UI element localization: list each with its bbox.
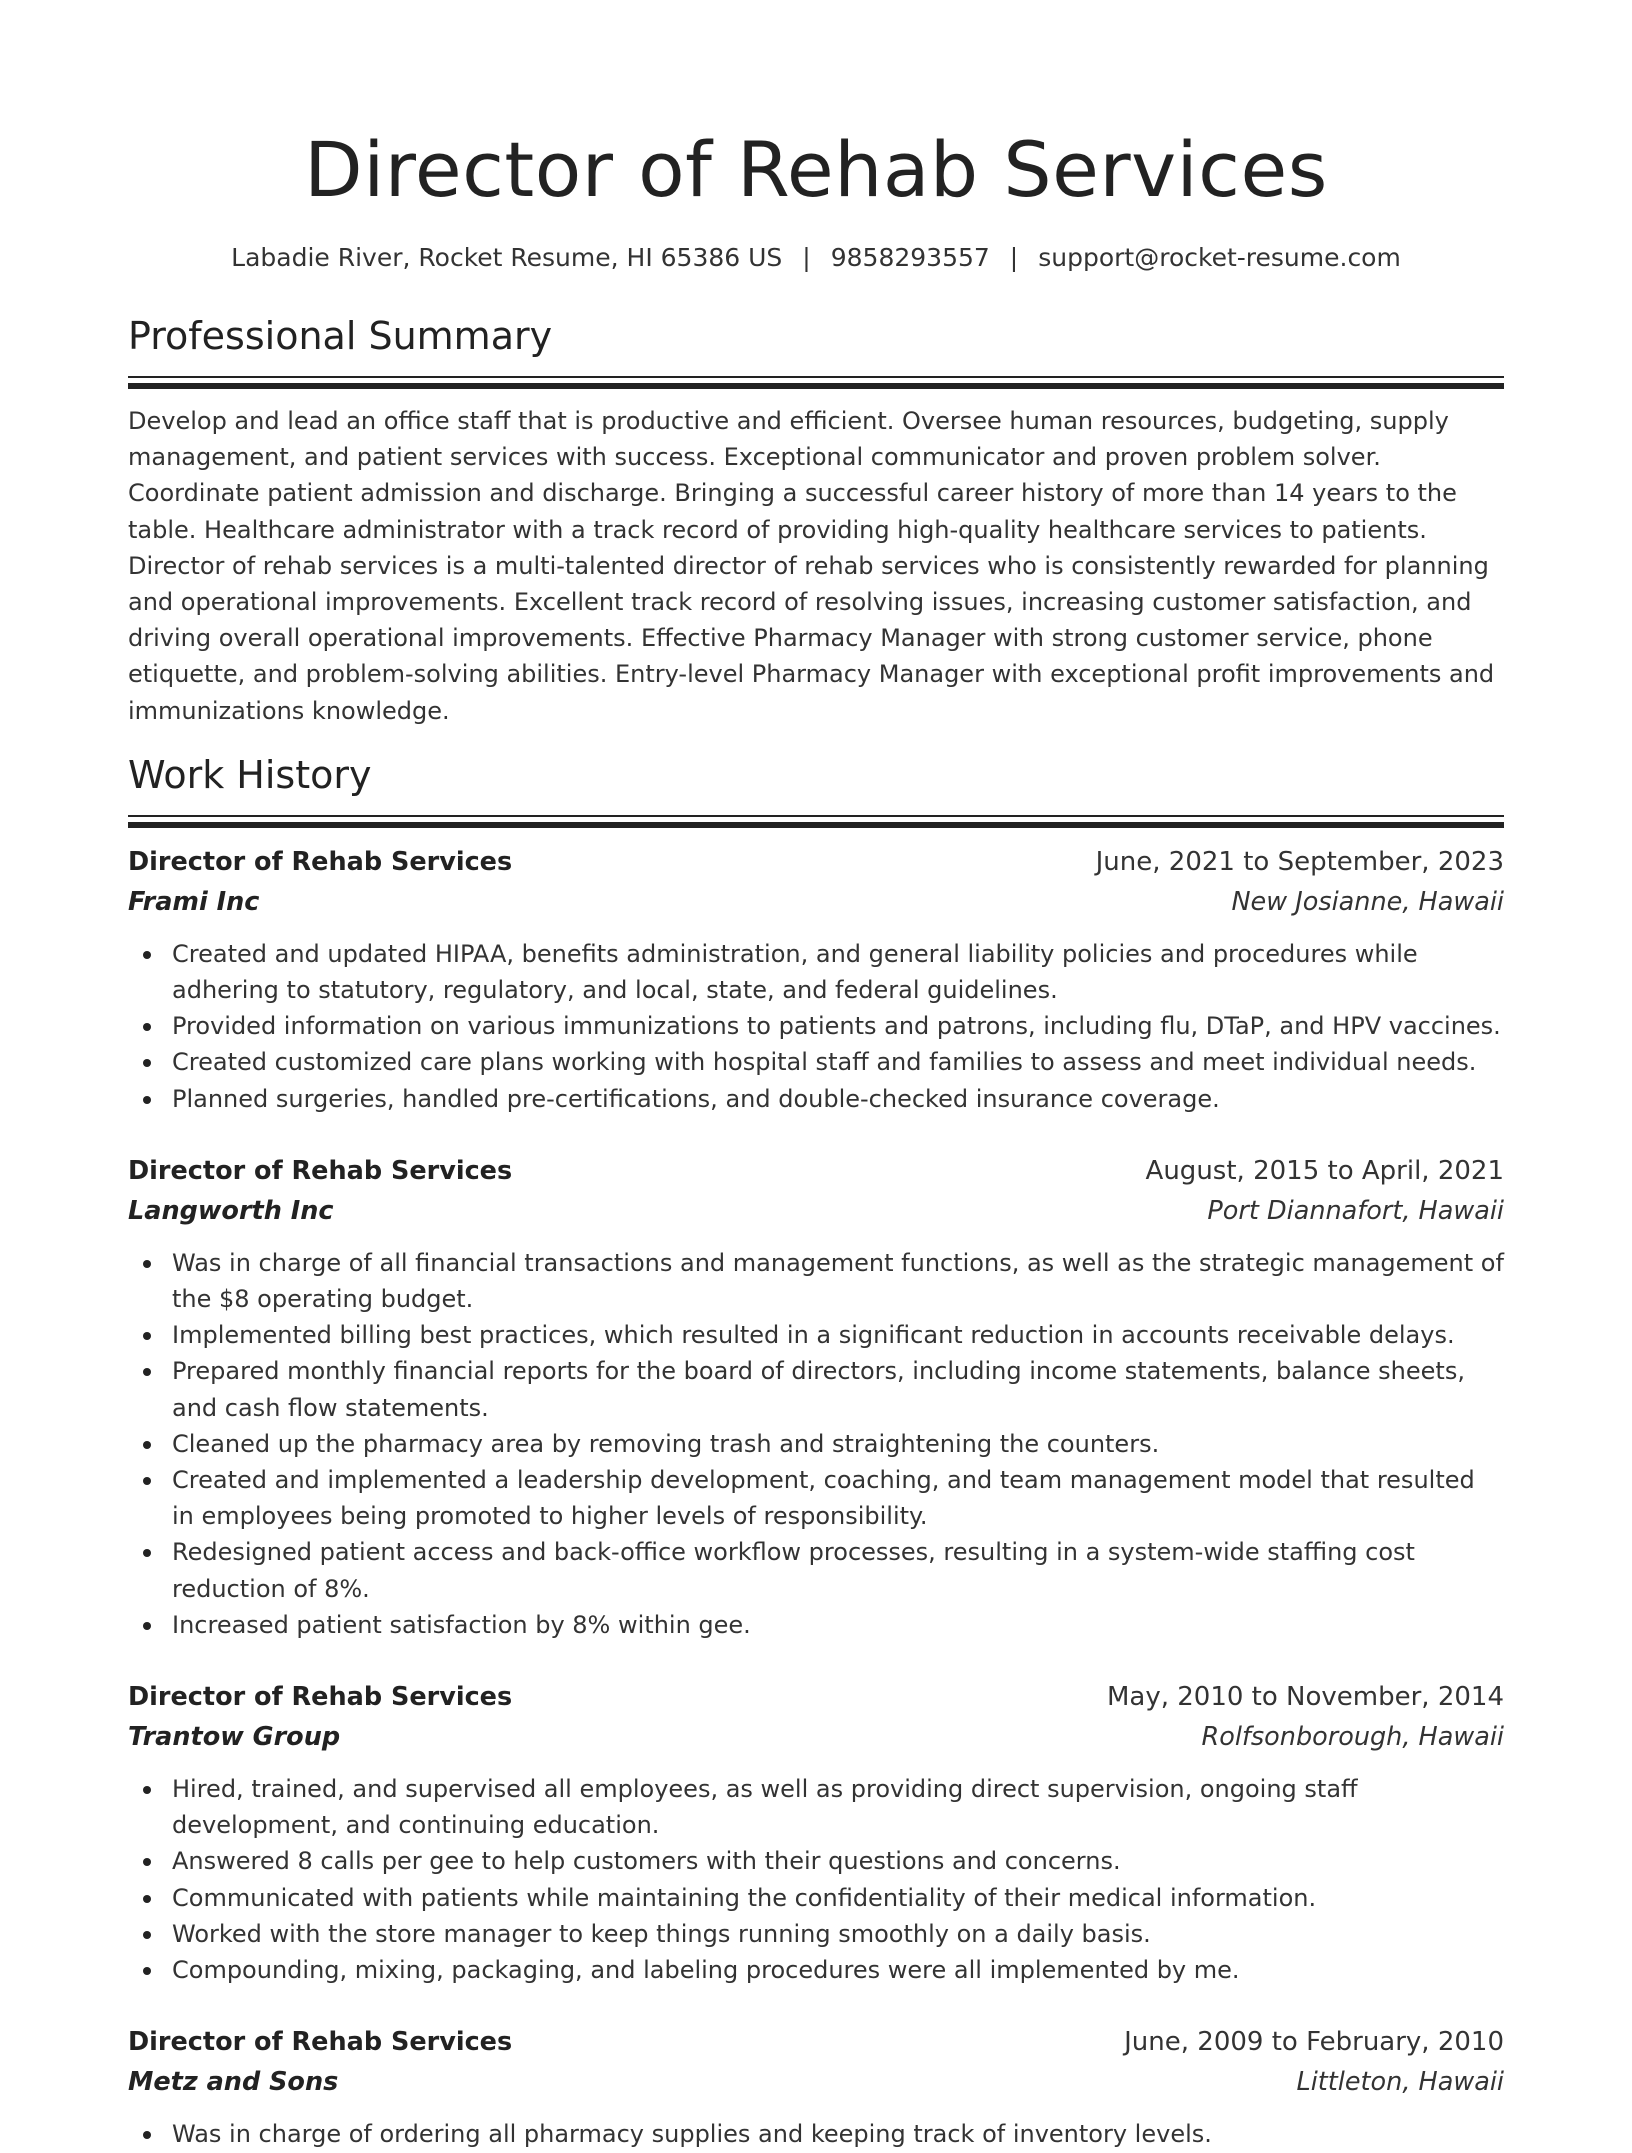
section-title-summary: Professional Summary — [128, 314, 553, 358]
job-entry — [128, 842, 1504, 1117]
section-title-work-history: Work History — [128, 752, 372, 797]
contact-separator: | — [1009, 243, 1019, 272]
job-entry — [128, 2022, 1504, 2152]
bullet-dot-icon — [143, 1549, 151, 1557]
bullet-dot-icon — [143, 1931, 151, 1939]
job-company: Trantow Group — [128, 1722, 341, 1753]
summary-text: Develop and lead an office staff that is productive and efficient. Oversee human resources, budgeting, supply management, and patient services with success. Exceptional communicator and proven problem solver. Coordinate patient admission and discharge. Bringing a successful career history of more than 14 years to the table. Healthcare administrator with a track record of providing high-quality healthcare services to patients. Director of rehab services is a multi-talented director of rehab services who is consistently rewarded for planning and operational improvements. Excellent track record of resolving issues, increasing customer satisfaction, and driving overall operational improvements. Effective Pharmacy Manager with strong customer service, phone etiquette, and problem-solving abilities. Entry-level Pharmacy Manager with exceptional profit improvements and immunizations knowledge. — [128, 407, 1495, 725]
job-dates: May, 2010 to November, 2014 — [1106, 1682, 1504, 1713]
job-bullet — [128, 1880, 1504, 1916]
job-bullet-text: Answered 8 calls per gee to help customers with their questions and concerns. — [172, 1847, 1121, 1876]
job-list — [128, 842, 1504, 2153]
bullet-dot-icon — [143, 1622, 151, 1630]
bullet-dot-icon — [143, 1332, 151, 1340]
job-bullet — [128, 1843, 1504, 1879]
job-title: Director of Rehab Services — [128, 2027, 513, 2058]
job-bullet-text: Cleaned up the pharmacy area by removing trash and straightening the counters. — [172, 1429, 1160, 1458]
bullet-dot-icon — [143, 1260, 151, 1268]
job-bullet — [128, 936, 1504, 1008]
job-bullet — [128, 1952, 1504, 1988]
bullet-dot-icon — [143, 1368, 151, 1376]
bullet-dot-icon — [143, 1895, 151, 1903]
resume-page — [128, 0, 1504, 2153]
job-location: Littleton, Hawaii — [1296, 2067, 1504, 2098]
bullet-dot-icon — [143, 1858, 151, 1866]
job-bullet — [128, 2116, 1504, 2152]
job-dates: June, 2009 to February, 2010 — [1124, 2027, 1504, 2058]
bullet-dot-icon — [143, 1441, 151, 1449]
job-bullet — [128, 1607, 1504, 1643]
job-bullet — [128, 1771, 1504, 1843]
job-bullet-text: Worked with the store manager to keep things running smoothly on a daily basis. — [172, 1919, 1151, 1948]
job-header-row — [128, 1677, 1504, 1717]
work-history-section — [128, 751, 1504, 2153]
professional-summary-section — [128, 312, 1504, 729]
section-divider — [128, 376, 1504, 389]
job-location: New Josianne, Hawaii — [1231, 886, 1504, 917]
job-bullet-text: Compounding, mixing, packaging, and labeling procedures were all implemented by me. — [172, 1956, 1240, 1985]
contact-address: Labadie River, Rocket Resume, HI 65386 US — [231, 243, 783, 272]
job-bullet-text: Created and implemented a leadership development, coaching, and team management model that resulted in employees being promoted to higher levels of responsibility. — [172, 1466, 1475, 1531]
job-dates: August, 2015 to April, 2021 — [1145, 1155, 1504, 1186]
bullet-dot-icon — [143, 1023, 151, 1031]
job-bullet-text: Increased patient satisfaction by 8% within gee. — [172, 1610, 751, 1639]
contact-phone: 9858293557 — [830, 243, 990, 272]
job-bullet-text: Communicated with patients while maintaining the confidentiality of their medical information. — [172, 1883, 1317, 1912]
job-bullet — [128, 1081, 1504, 1117]
job-bullet — [128, 1462, 1504, 1534]
job-bullet — [128, 1353, 1504, 1425]
job-header-row — [128, 1151, 1504, 1191]
bullet-dot-icon — [143, 1059, 151, 1067]
job-location: Port Diannafort, Hawaii — [1207, 1195, 1504, 1226]
job-bullet-text: Was in charge of ordering all pharmacy supplies and keeping track of inventory levels. — [172, 2120, 1212, 2149]
job-bullet — [128, 1245, 1504, 1317]
job-location: Rolfsonborough, Hawaii — [1201, 1722, 1504, 1753]
contact-separator: | — [802, 243, 811, 272]
section-divider — [128, 815, 1504, 828]
candidate-name: Director of Rehab Services — [304, 125, 1328, 214]
contact-line — [128, 242, 1504, 274]
job-header-row — [128, 842, 1504, 882]
bullet-dot-icon — [143, 1477, 151, 1485]
job-bullet — [128, 1916, 1504, 1952]
job-company: Metz and Sons — [128, 2067, 339, 2098]
job-entry — [128, 1151, 1504, 1643]
job-bullet-text: Created and updated HIPAA, benefits administration, and general liability policies and procedures while adhering to statutory, regulatory, and local, state, and federal guidelines. — [172, 939, 1418, 1005]
job-bullet-list — [128, 936, 1504, 1117]
bullet-dot-icon — [143, 1096, 151, 1104]
job-entry — [128, 1677, 1504, 1988]
job-company-row — [128, 1191, 1504, 1231]
job-bullet-text: Implemented billing best practices, which resulted in a significant reduction in accounts receivable delays. — [172, 1321, 1455, 1350]
bullet-dot-icon — [143, 951, 151, 959]
job-bullet-list — [128, 1771, 1504, 1988]
job-bullet-text: Redesigned patient access and back-office workflow processes, resulting in a system-wide staffing cost reduction of 8%. — [172, 1538, 1415, 1603]
job-bullet — [128, 1534, 1504, 1606]
job-bullet-list — [128, 1245, 1504, 1643]
bullet-dot-icon — [143, 1967, 151, 1975]
job-bullet-text: Was in charge of all financial transactions and management functions, as well as the strategic management of the $8 operating budget. — [172, 1248, 1504, 1314]
job-header-row — [128, 2022, 1504, 2062]
job-bullet-text: Provided information on various immunizations to patients and patrons, including flu, DTaP, and HPV vaccines. — [172, 1012, 1501, 1041]
job-company: Frami Inc — [128, 886, 260, 917]
job-bullet — [128, 1044, 1504, 1080]
job-title: Director of Rehab Services — [128, 1682, 513, 1713]
job-bullet-text: Hired, trained, and supervised all employees, as well as providing direct supervision, ongoing staff development, and continuing education. — [172, 1775, 1358, 1840]
job-company: Langworth Inc — [128, 1195, 334, 1226]
contact-email: support@rocket-resume.com — [1038, 243, 1401, 272]
job-company-row — [128, 1717, 1504, 1757]
job-bullet — [128, 1008, 1504, 1044]
job-title: Director of Rehab Services — [128, 1155, 513, 1186]
job-company-row — [128, 2062, 1504, 2102]
job-company-row — [128, 882, 1504, 922]
job-title: Director of Rehab Services — [128, 846, 513, 877]
job-bullet — [128, 1317, 1504, 1353]
bullet-dot-icon — [143, 1786, 151, 1794]
job-bullet-text: Created customized care plans working with hospital staff and families to assess and meet individual needs. — [172, 1048, 1477, 1077]
job-bullet-list — [128, 2116, 1504, 2152]
job-bullet-text: Planned surgeries, handled pre-certifications, and double-checked insurance coverage. — [172, 1084, 1220, 1113]
job-dates: June, 2021 to September, 2023 — [1095, 846, 1504, 877]
job-bullet — [128, 1426, 1504, 1462]
bullet-dot-icon — [143, 2131, 151, 2139]
job-bullet-text: Prepared monthly financial reports for the board of directors, including income statements, balance sheets, and cash flow statements. — [172, 1357, 1465, 1422]
